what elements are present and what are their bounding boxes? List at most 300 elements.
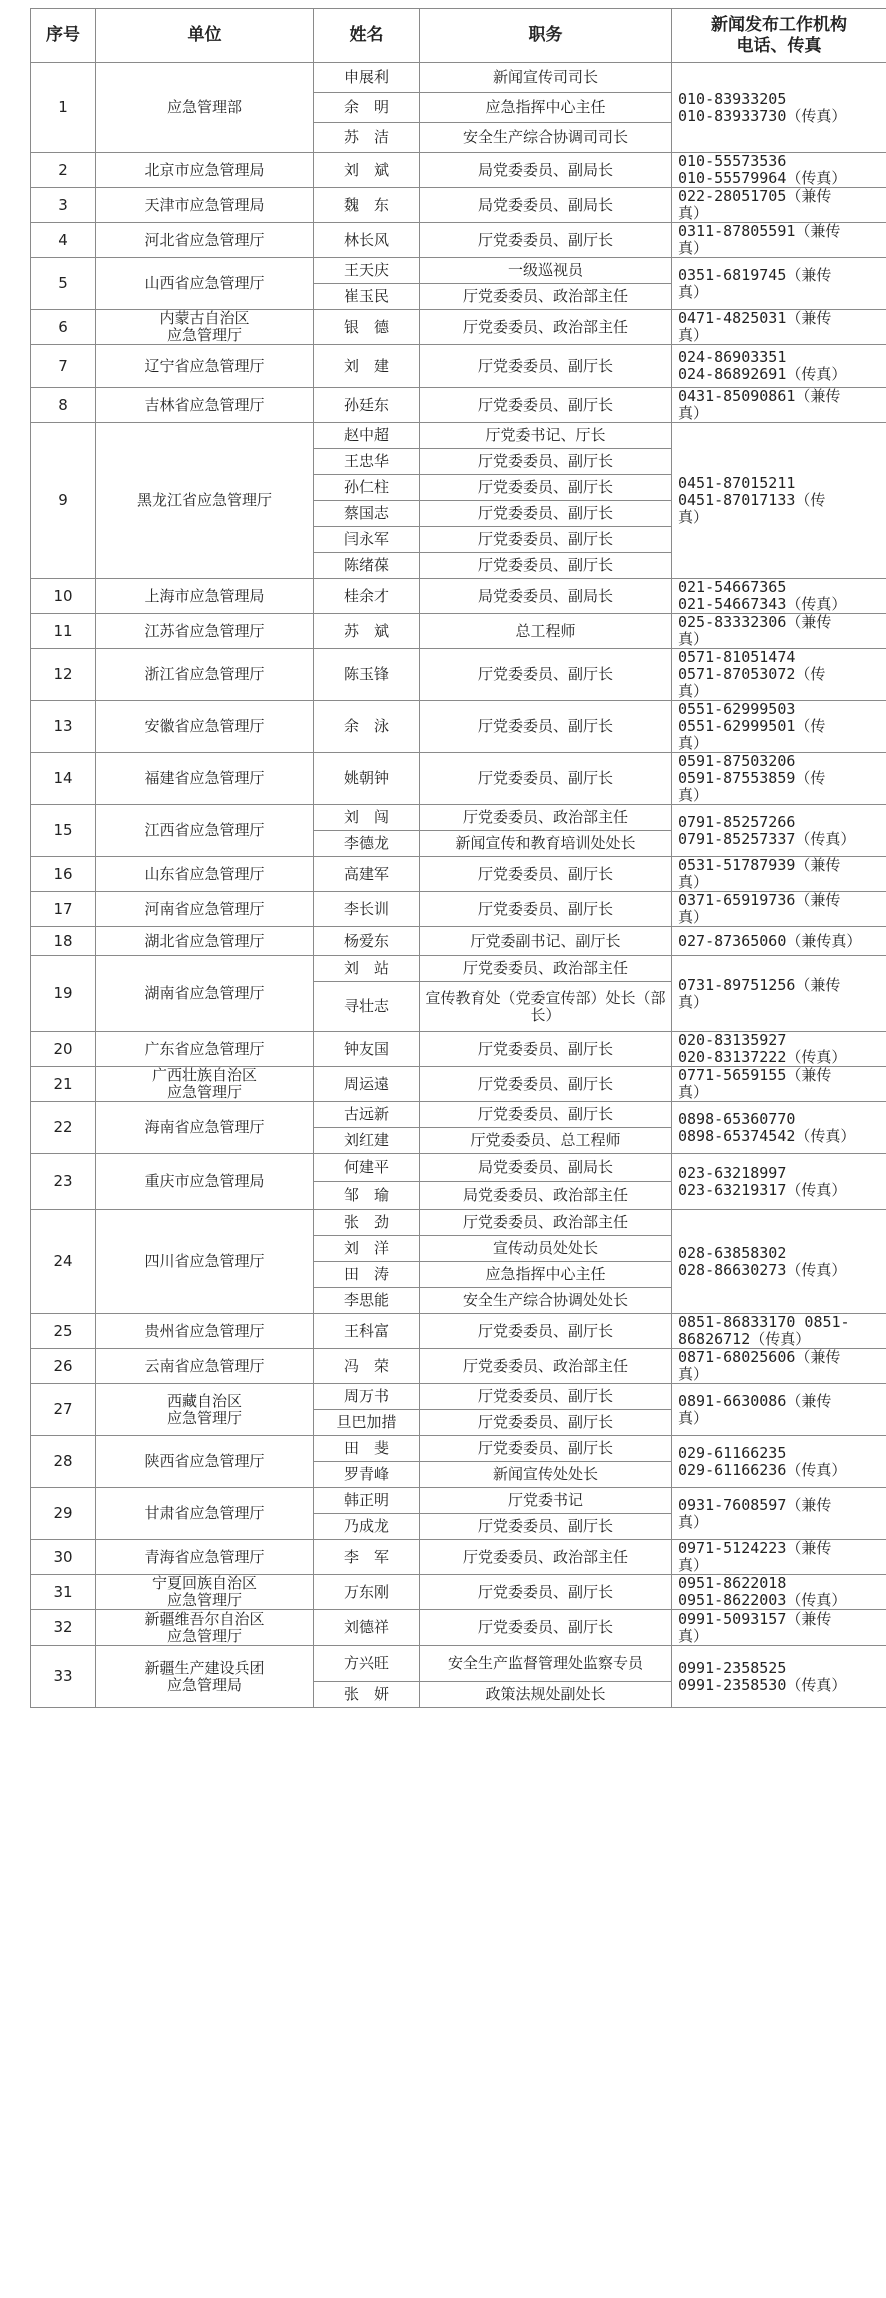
row-number: 14 bbox=[31, 753, 96, 805]
phone-line: 0431-85090861（兼传 bbox=[678, 387, 841, 405]
person-name: 张 妍 bbox=[314, 1682, 420, 1708]
unit-name-line: 广西壮族自治区 bbox=[151, 1066, 257, 1084]
unit-cell bbox=[96, 1488, 314, 1540]
person-position: 厅党委委员、副厅长 bbox=[420, 1514, 672, 1540]
phone-line: 真） bbox=[678, 786, 709, 804]
table-row bbox=[31, 1314, 886, 1349]
phone-line: 0591-87553859（传 bbox=[678, 769, 826, 787]
row-number: 10 bbox=[31, 579, 96, 614]
contact-phone-cell bbox=[672, 63, 886, 153]
header-position: 职务 bbox=[420, 9, 672, 63]
unit-name-line: 安徽省应急管理厅 bbox=[144, 717, 265, 735]
contact-phone-cell bbox=[672, 1436, 886, 1488]
row-number: 6 bbox=[31, 310, 96, 345]
phone-line: 0871-68025606（兼传 bbox=[678, 1348, 841, 1366]
phone-line: 真） bbox=[678, 992, 709, 1011]
person-name: 古远新 bbox=[314, 1102, 420, 1128]
header-contact-line-1: 新闻发布工作机构 bbox=[711, 14, 847, 35]
unit-name-line: 新疆维吾尔自治区 bbox=[144, 1609, 265, 1628]
row-number: 33 bbox=[31, 1646, 96, 1708]
unit-cell bbox=[96, 857, 314, 892]
row-number: 16 bbox=[31, 857, 96, 892]
person-name: 闫永军 bbox=[314, 527, 420, 553]
phone-line: 0311-87805591（兼传 bbox=[678, 222, 841, 240]
phone-line: 86826712（传真） bbox=[678, 1330, 811, 1348]
person-position: 总工程师 bbox=[420, 614, 672, 649]
contact-phone-cell bbox=[672, 1154, 886, 1210]
phone-line: 真） bbox=[678, 239, 709, 257]
unit-cell bbox=[96, 188, 314, 223]
phone-line: 0931-7608597（兼传 bbox=[678, 1495, 832, 1514]
unit-cell bbox=[96, 1436, 314, 1488]
person-position: 厅党委委员、副厅长 bbox=[420, 857, 672, 892]
unit-name-line: 湖南省应急管理厅 bbox=[144, 984, 265, 1002]
person-name: 王科富 bbox=[314, 1314, 420, 1349]
person-name: 李德龙 bbox=[314, 831, 420, 857]
phone-line: 020-83135927 bbox=[678, 1031, 787, 1049]
unit-cell bbox=[96, 927, 314, 956]
header-unit: 单位 bbox=[96, 9, 314, 63]
phone-line: 0971-5124223（兼传 bbox=[678, 1539, 832, 1557]
row-number: 2 bbox=[31, 153, 96, 188]
phone-line: 029-61166236（传真） bbox=[678, 1460, 847, 1479]
phone-line: 真） bbox=[678, 1083, 709, 1101]
unit-name-line: 广东省应急管理厅 bbox=[144, 1039, 265, 1058]
contact-phone-cell bbox=[672, 1067, 886, 1102]
contact-phone-cell bbox=[672, 223, 886, 258]
person-name: 林长风 bbox=[314, 223, 420, 258]
phone-line: 真） bbox=[678, 1512, 709, 1531]
table-row bbox=[31, 805, 886, 831]
person-name: 刘 建 bbox=[314, 345, 420, 388]
person-position: 厅党委委员、政治部主任 bbox=[420, 1210, 672, 1236]
person-name: 孙廷东 bbox=[314, 388, 420, 423]
unit-cell bbox=[96, 1210, 314, 1314]
contact-phone-cell bbox=[672, 310, 886, 345]
table-row bbox=[31, 579, 886, 614]
person-name: 李长训 bbox=[314, 892, 420, 927]
unit-name-line: 吉林省应急管理厅 bbox=[144, 395, 265, 414]
person-position: 厅党委委员、副厅长 bbox=[420, 1610, 672, 1646]
unit-cell bbox=[96, 1314, 314, 1349]
person-name: 孙仁柱 bbox=[314, 475, 420, 501]
unit-name-line: 河北省应急管理厅 bbox=[144, 230, 265, 249]
phone-line: 025-83332306（兼传 bbox=[678, 613, 832, 631]
person-position: 厅党委委员、政治部主任 bbox=[420, 310, 672, 345]
row-number: 26 bbox=[31, 1349, 96, 1384]
phone-line: 029-61166235 bbox=[678, 1443, 787, 1462]
header-contact bbox=[672, 9, 886, 63]
unit-cell bbox=[96, 1610, 314, 1646]
phone-line: 0571-81051474 bbox=[678, 648, 796, 666]
person-position: 厅党委委员、总工程师 bbox=[420, 1128, 672, 1154]
phone-line: 真） bbox=[678, 873, 709, 891]
person-position: 安全生产监督管理处监察专员 bbox=[420, 1646, 672, 1682]
unit-cell bbox=[96, 63, 314, 153]
unit-name-line: 湖北省应急管理厅 bbox=[144, 931, 265, 950]
unit-name-line: 河南省应急管理厅 bbox=[144, 899, 265, 918]
phone-line: 0951-8622018 bbox=[678, 1574, 787, 1592]
row-number: 20 bbox=[31, 1032, 96, 1067]
person-name: 魏 东 bbox=[314, 188, 420, 223]
unit-cell bbox=[96, 388, 314, 423]
unit-cell bbox=[96, 258, 314, 310]
person-position: 厅党委委员、副厅长 bbox=[420, 1314, 672, 1349]
table-row bbox=[31, 310, 886, 345]
phone-line: 真） bbox=[678, 908, 709, 926]
phone-line: 010-55579964（传真） bbox=[678, 169, 847, 187]
table-row bbox=[31, 1488, 886, 1514]
phone-line: 真） bbox=[678, 282, 709, 301]
person-position: 应急指挥中心主任 bbox=[420, 93, 672, 123]
person-position: 一级巡视员 bbox=[420, 258, 672, 284]
unit-cell bbox=[96, 1575, 314, 1610]
person-position: 厅党委委员、政治部主任 bbox=[420, 805, 672, 831]
contact-phone-cell bbox=[672, 1540, 886, 1575]
unit-name-line: 海南省应急管理厅 bbox=[144, 1118, 265, 1136]
contact-phone-cell bbox=[672, 1646, 886, 1708]
table-row bbox=[31, 1102, 886, 1128]
header-contact-line-2: 电话、传真 bbox=[736, 35, 822, 56]
unit-name-line: 山东省应急管理厅 bbox=[144, 864, 265, 883]
contact-phone-cell bbox=[672, 649, 886, 701]
person-name: 周运遠 bbox=[314, 1067, 420, 1102]
contact-phone-cell bbox=[672, 1314, 886, 1349]
phone-line: 010-55573536 bbox=[678, 152, 787, 170]
table-row bbox=[31, 1032, 886, 1067]
phone-line: 0591-87503206 bbox=[678, 752, 796, 770]
phone-line: 0898-65360770 bbox=[678, 1109, 796, 1128]
person-name: 田 斐 bbox=[314, 1436, 420, 1462]
table-row bbox=[31, 1384, 886, 1410]
person-name: 崔玉民 bbox=[314, 284, 420, 310]
row-number: 27 bbox=[31, 1384, 96, 1436]
phone-line: 真） bbox=[678, 508, 709, 526]
table-row bbox=[31, 1646, 886, 1682]
person-position: 厅党委委员、政治部主任 bbox=[420, 1349, 672, 1384]
person-name: 苏 洁 bbox=[314, 123, 420, 153]
person-position: 厅党委委员、副厅长 bbox=[420, 1102, 672, 1128]
person-name: 张 劲 bbox=[314, 1210, 420, 1236]
phone-line: 真） bbox=[678, 204, 709, 222]
table-row bbox=[31, 956, 886, 982]
row-number: 3 bbox=[31, 188, 96, 223]
phone-line: 023-63219317（传真） bbox=[678, 1180, 847, 1199]
header-no: 序号 bbox=[31, 9, 96, 63]
person-name: 陈玉锋 bbox=[314, 649, 420, 701]
phone-line: 真） bbox=[678, 1408, 709, 1427]
contact-phone-cell bbox=[672, 1384, 886, 1436]
table-row bbox=[31, 1436, 886, 1462]
person-position: 厅党委委员、副厅长 bbox=[420, 501, 672, 527]
person-name: 银 德 bbox=[314, 310, 420, 345]
contact-phone-cell bbox=[672, 701, 886, 753]
unit-name-line: 内蒙古自治区 bbox=[159, 309, 250, 327]
person-name: 李 军 bbox=[314, 1540, 420, 1575]
contact-table bbox=[30, 8, 886, 1708]
table-row bbox=[31, 1154, 886, 1182]
phone-line: 021-54667343（传真） bbox=[678, 595, 847, 613]
person-position: 宣传教育处（党委宣传部）处长（部长） bbox=[420, 982, 672, 1032]
person-name: 乃成龙 bbox=[314, 1514, 420, 1540]
contact-phone-cell bbox=[672, 1575, 886, 1610]
person-name: 申展利 bbox=[314, 63, 420, 93]
unit-cell bbox=[96, 579, 314, 614]
contact-phone-cell bbox=[672, 388, 886, 423]
person-position: 政策法规处副处长 bbox=[420, 1682, 672, 1708]
unit-name-line: 贵州省应急管理厅 bbox=[144, 1321, 265, 1340]
unit-name-line: 福建省应急管理厅 bbox=[144, 769, 265, 787]
contact-phone-cell bbox=[672, 1032, 886, 1067]
person-position: 厅党委委员、副厅长 bbox=[420, 1067, 672, 1102]
contact-phone-cell bbox=[672, 423, 886, 579]
unit-cell bbox=[96, 701, 314, 753]
person-position: 厅党委委员、副厅长 bbox=[420, 527, 672, 553]
row-number: 29 bbox=[31, 1488, 96, 1540]
unit-name-line: 北京市应急管理局 bbox=[144, 160, 265, 179]
unit-cell bbox=[96, 956, 314, 1032]
person-position: 厅党委委员、副厅长 bbox=[420, 1436, 672, 1462]
person-position: 局党委委员、副局长 bbox=[420, 153, 672, 188]
phone-line: 0551-62999501（传 bbox=[678, 717, 826, 735]
phone-line: 真） bbox=[678, 1626, 709, 1645]
person-position: 厅党委委员、副厅长 bbox=[420, 649, 672, 701]
contact-phone-cell bbox=[672, 188, 886, 223]
phone-line: 024-86892691（传真） bbox=[678, 365, 847, 383]
unit-cell bbox=[96, 1032, 314, 1067]
unit-cell bbox=[96, 1384, 314, 1436]
phone-line: 0851-86833170 0851- bbox=[678, 1313, 850, 1331]
table-row bbox=[31, 1540, 886, 1575]
unit-name-line: 应急管理厅 bbox=[166, 1083, 242, 1101]
table-row bbox=[31, 223, 886, 258]
table-row bbox=[31, 153, 886, 188]
person-position: 新闻宣传司司长 bbox=[420, 63, 672, 93]
unit-cell bbox=[96, 753, 314, 805]
unit-name-line: 甘肃省应急管理厅 bbox=[144, 1504, 265, 1522]
person-name: 余 明 bbox=[314, 93, 420, 123]
phone-line: 0991-2358530（传真） bbox=[678, 1675, 847, 1694]
phone-line: 0571-87053072（传 bbox=[678, 665, 826, 683]
phone-line: 0791-85257337（传真） bbox=[678, 829, 856, 848]
table-row bbox=[31, 753, 886, 805]
phone-line: 真） bbox=[678, 682, 709, 700]
row-number: 5 bbox=[31, 258, 96, 310]
unit-name-line: 应急管理厅 bbox=[166, 1408, 242, 1427]
contact-phone-cell bbox=[672, 153, 886, 188]
unit-name-line: 山西省应急管理厅 bbox=[144, 274, 265, 292]
phone-line: 0771-5659155（兼传 bbox=[678, 1066, 832, 1084]
contact-phone-cell bbox=[672, 857, 886, 892]
unit-cell bbox=[96, 1349, 314, 1384]
person-position: 厅党委委员、副厅长 bbox=[420, 449, 672, 475]
row-number: 24 bbox=[31, 1210, 96, 1314]
person-name: 万东刚 bbox=[314, 1575, 420, 1610]
unit-name-line: 江西省应急管理厅 bbox=[144, 821, 265, 839]
row-number: 25 bbox=[31, 1314, 96, 1349]
person-position: 厅党委委员、副厅长 bbox=[420, 1032, 672, 1067]
phone-line: 0898-65374542（传真） bbox=[678, 1126, 856, 1145]
row-number: 15 bbox=[31, 805, 96, 857]
person-name: 刘红建 bbox=[314, 1128, 420, 1154]
person-name: 王天庆 bbox=[314, 258, 420, 284]
phone-line: 真） bbox=[678, 734, 709, 752]
table-row bbox=[31, 345, 886, 388]
row-number: 32 bbox=[31, 1610, 96, 1646]
row-number: 9 bbox=[31, 423, 96, 579]
table-row bbox=[31, 188, 886, 223]
phone-line: 真） bbox=[678, 630, 709, 648]
person-name: 蔡国志 bbox=[314, 501, 420, 527]
row-number: 30 bbox=[31, 1540, 96, 1575]
phone-line: 022-28051705（兼传 bbox=[678, 187, 832, 205]
person-name: 田 涛 bbox=[314, 1262, 420, 1288]
unit-name-line: 江苏省应急管理厅 bbox=[144, 621, 265, 640]
unit-name-line: 应急管理厅 bbox=[166, 1626, 242, 1645]
phone-line: 0991-2358525 bbox=[678, 1658, 787, 1677]
phone-line: 0471-4825031（兼传 bbox=[678, 309, 832, 327]
row-number: 11 bbox=[31, 614, 96, 649]
row-number: 23 bbox=[31, 1154, 96, 1210]
table-row bbox=[31, 1610, 886, 1646]
phone-line: 真） bbox=[678, 1556, 709, 1574]
person-position: 厅党委委员、副厅长 bbox=[420, 223, 672, 258]
phone-line: 010-83933205 bbox=[678, 89, 787, 108]
person-name: 余 泳 bbox=[314, 701, 420, 753]
unit-cell bbox=[96, 1154, 314, 1210]
table-row bbox=[31, 701, 886, 753]
person-position: 厅党委委员、政治部主任 bbox=[420, 284, 672, 310]
unit-name-line: 青海省应急管理厅 bbox=[144, 1547, 265, 1566]
phone-line: 010-83933730（传真） bbox=[678, 106, 847, 125]
phone-line: 020-83137222（传真） bbox=[678, 1048, 847, 1066]
phone-line: 027-87365060（兼传真） bbox=[678, 931, 862, 950]
contact-phone-cell bbox=[672, 614, 886, 649]
person-position: 厅党委委员、副厅长 bbox=[420, 388, 672, 423]
person-position: 局党委委员、政治部主任 bbox=[420, 1182, 672, 1210]
person-name: 韩正明 bbox=[314, 1488, 420, 1514]
table-row bbox=[31, 1349, 886, 1384]
row-number: 13 bbox=[31, 701, 96, 753]
person-name: 旦巴加措 bbox=[314, 1410, 420, 1436]
person-position: 安全生产综合协调司司长 bbox=[420, 123, 672, 153]
contact-phone-cell bbox=[672, 1210, 886, 1314]
table-row bbox=[31, 857, 886, 892]
phone-line: 0371-65919736（兼传 bbox=[678, 891, 841, 909]
contact-phone-cell bbox=[672, 805, 886, 857]
unit-cell bbox=[96, 805, 314, 857]
row-number: 21 bbox=[31, 1067, 96, 1102]
unit-name-line: 辽宁省应急管理厅 bbox=[144, 356, 265, 375]
table-row bbox=[31, 614, 886, 649]
phone-line: 0791-85257266 bbox=[678, 812, 796, 831]
contact-phone-cell bbox=[672, 1610, 886, 1646]
unit-name-line: 新疆生产建设兵团 bbox=[144, 1658, 265, 1677]
person-position: 厅党委委员、政治部主任 bbox=[420, 1540, 672, 1575]
table-row bbox=[31, 63, 886, 93]
unit-cell bbox=[96, 614, 314, 649]
person-name: 李思能 bbox=[314, 1288, 420, 1314]
unit-cell bbox=[96, 1067, 314, 1102]
phone-line: 0731-89751256（兼传 bbox=[678, 975, 841, 994]
phone-line: 023-63218997 bbox=[678, 1163, 787, 1182]
person-name: 方兴旺 bbox=[314, 1646, 420, 1682]
table-row bbox=[31, 927, 886, 956]
unit-cell bbox=[96, 153, 314, 188]
person-name: 刘 闯 bbox=[314, 805, 420, 831]
person-name: 刘德祥 bbox=[314, 1610, 420, 1646]
row-number: 7 bbox=[31, 345, 96, 388]
contact-phone-cell bbox=[672, 956, 886, 1032]
table-row bbox=[31, 1210, 886, 1236]
table-row bbox=[31, 1575, 886, 1610]
unit-cell bbox=[96, 223, 314, 258]
person-position: 宣传动员处处长 bbox=[420, 1236, 672, 1262]
unit-name-line: 四川省应急管理厅 bbox=[144, 1252, 265, 1270]
phone-line: 0531-51787939（兼传 bbox=[678, 856, 841, 874]
unit-name-line: 应急管理厅 bbox=[166, 1591, 242, 1609]
unit-name-line: 陕西省应急管理厅 bbox=[144, 1452, 265, 1470]
person-position: 厅党委委员、副厅长 bbox=[420, 345, 672, 388]
table-row bbox=[31, 649, 886, 701]
person-position: 新闻宣传和教育培训处处长 bbox=[420, 831, 672, 857]
unit-cell bbox=[96, 345, 314, 388]
phone-line: 真） bbox=[678, 1365, 709, 1383]
unit-cell bbox=[96, 892, 314, 927]
unit-cell bbox=[96, 1540, 314, 1575]
row-number: 4 bbox=[31, 223, 96, 258]
person-position: 安全生产综合协调处处长 bbox=[420, 1288, 672, 1314]
table-row bbox=[31, 423, 886, 449]
person-name: 刘 站 bbox=[314, 956, 420, 982]
person-name: 邹 瑜 bbox=[314, 1182, 420, 1210]
table-row bbox=[31, 892, 886, 927]
person-position: 新闻宣传处处长 bbox=[420, 1462, 672, 1488]
unit-name-line: 重庆市应急管理局 bbox=[144, 1172, 265, 1190]
row-number: 31 bbox=[31, 1575, 96, 1610]
phone-line: 0451-87015211 bbox=[678, 474, 796, 492]
person-position: 厅党委书记、厅长 bbox=[420, 423, 672, 449]
row-number: 18 bbox=[31, 927, 96, 956]
contact-phone-cell bbox=[672, 345, 886, 388]
contact-phone-cell bbox=[672, 892, 886, 927]
phone-line: 真） bbox=[678, 326, 709, 344]
person-name: 周万书 bbox=[314, 1384, 420, 1410]
person-position: 厅党委副书记、副厅长 bbox=[420, 927, 672, 956]
unit-cell bbox=[96, 310, 314, 345]
row-number: 8 bbox=[31, 388, 96, 423]
table-row bbox=[31, 258, 886, 284]
person-name: 桂余才 bbox=[314, 579, 420, 614]
unit-name-line: 黑龙江省应急管理厅 bbox=[136, 491, 272, 509]
unit-name-line: 应急管理部 bbox=[166, 98, 242, 116]
unit-name-line: 应急管理厅 bbox=[166, 326, 242, 344]
person-position: 厅党委委员、副厅长 bbox=[420, 1410, 672, 1436]
row-number: 19 bbox=[31, 956, 96, 1032]
header-row bbox=[31, 9, 886, 63]
contact-phone-cell bbox=[672, 1488, 886, 1540]
unit-name-line: 浙江省应急管理厅 bbox=[144, 665, 265, 683]
unit-name-line: 宁夏回族自治区 bbox=[151, 1574, 257, 1592]
phone-line: 0991-5093157（兼传 bbox=[678, 1609, 832, 1628]
unit-name-line: 上海市应急管理局 bbox=[144, 586, 265, 605]
contact-phone-cell bbox=[672, 258, 886, 310]
person-name: 罗青峰 bbox=[314, 1462, 420, 1488]
person-position: 局党委委员、副局长 bbox=[420, 579, 672, 614]
person-position: 应急指挥中心主任 bbox=[420, 1262, 672, 1288]
unit-name-line: 云南省应急管理厅 bbox=[144, 1356, 265, 1375]
phone-line: 0551-62999503 bbox=[678, 700, 796, 718]
